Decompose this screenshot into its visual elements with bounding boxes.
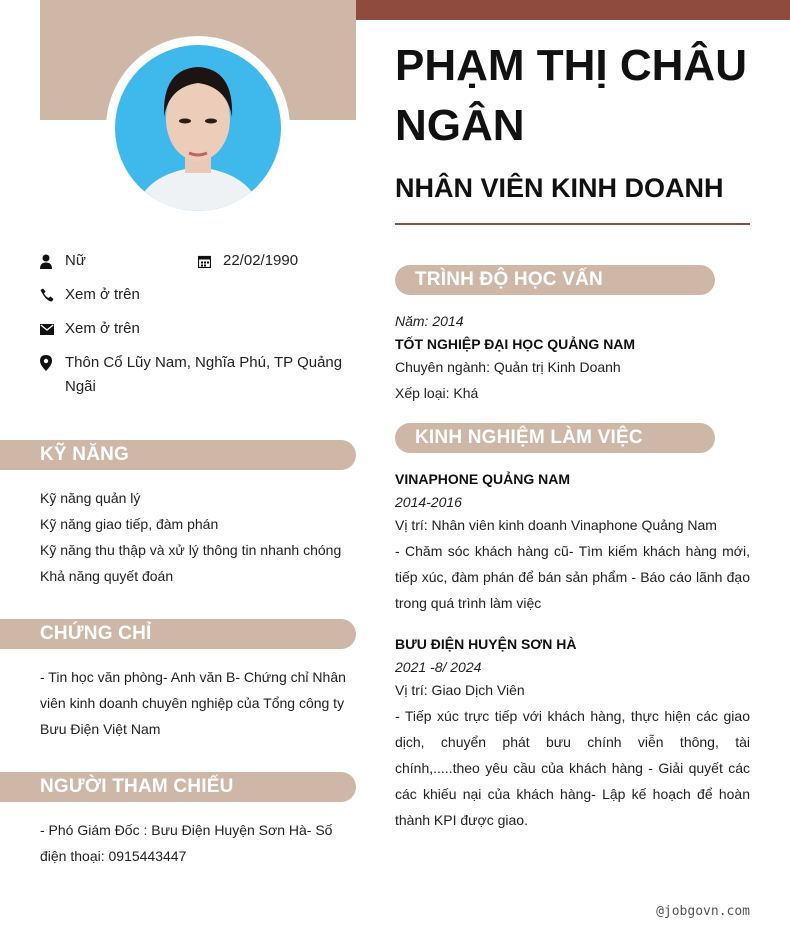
list-item: Kỹ năng giao tiếp, đàm phán [40, 516, 219, 532]
certificates-heading [0, 619, 356, 649]
education-block [395, 308, 750, 406]
profile-photo [115, 45, 281, 211]
certificates-text: - Tin học văn phòng- Anh văn B- Chứng chỉ Nhân viên kinh doanh chuyên nghiệp của Tổng công ty Bưu Điện Việt Nam [40, 669, 346, 737]
email-value: Xem ở trên [65, 320, 140, 337]
gender-value: Nữ [65, 252, 86, 269]
skills-heading-text: KỸ NĂNG [40, 444, 130, 465]
job-position: Vị trí: Giao Dịch Viên [395, 682, 525, 698]
references-heading [0, 772, 356, 802]
job-period: 2021 -8/ 2024 [395, 659, 482, 675]
skills-heading [0, 440, 356, 470]
title-divider [395, 223, 750, 225]
list-item: Khả năng quyết đoán [40, 568, 174, 584]
experience-heading [395, 423, 715, 453]
job-title: NHÂN VIÊN KINH DOANH [395, 173, 724, 203]
top-accent-bar [356, 0, 790, 20]
education-heading-text: TRÌNH ĐỘ HỌC VẤN [415, 269, 603, 290]
job-company: BƯU ĐIỆN HUYỆN SƠN HÀ [395, 636, 577, 652]
phone-row [40, 283, 140, 307]
job-description: - Tiếp xúc trực tiếp với khách hàng, thực hiện các giao dịch, chuyển phát bưu chính viễn thông, tài chính,.....theo yêu cầu của khách hàng - Giải quyết các các khiếu nại của khách hàng- Lập kế hoạch để hoàn thành KPI được giao. [395, 708, 750, 828]
education-year: Năm: 2014 [395, 313, 464, 329]
list-item: Kỹ năng quản lý [40, 490, 141, 506]
job-period: 2014-2016 [395, 494, 462, 510]
calendar-icon [198, 249, 223, 273]
phone-value: Xem ở trên [65, 286, 140, 303]
job-company: VINAPHONE QUẢNG NAM [395, 471, 571, 487]
skills-list [40, 485, 356, 589]
education-school: TỐT NGHIỆP ĐẠI HỌC QUẢNG NAM [395, 336, 636, 352]
email-row [40, 317, 140, 341]
footer-watermark: @jobgovn.com [656, 904, 750, 919]
references-heading-text: NGƯỜI THAM CHIẾU [40, 776, 234, 797]
person-icon [40, 249, 65, 273]
education-heading [395, 265, 715, 295]
avatar [106, 36, 290, 220]
gender-row [40, 249, 86, 273]
references-text: - Phó Giám Đốc : Bưu Điện Huyện Sơn Hà- Số điện thoại: 0915443447 [40, 822, 333, 864]
job-description: - Chăm sóc khách hàng cũ- Tìm kiếm khách hàng mới, tiếp xúc, đàm phán để bán sản phẩm - Báo cáo lãnh đạo trong quá trình làm việc [395, 543, 750, 611]
education-major: Chuyên ngành: Quản trị Kinh Doanh [395, 359, 621, 375]
education-grade: Xếp loại: Khá [395, 385, 479, 401]
candidate-name: PHẠM THỊ CHÂU NGÂN [395, 41, 747, 150]
certificates-heading-text: CHỨNG CHỈ [40, 623, 152, 644]
phone-icon [40, 283, 65, 307]
experience-item [395, 631, 750, 833]
experience-item [395, 466, 750, 616]
envelope-icon [40, 317, 65, 341]
address-value: Thôn Cổ Lũy Nam, Nghĩa Phú, TP Quảng Ngãi [65, 354, 343, 395]
experience-heading-text: KINH NGHIỆM LÀM VIỆC [415, 427, 643, 448]
location-pin-icon [40, 351, 65, 375]
list-item: Kỹ năng thu thập và xử lý thông tin nhanh chóng [40, 542, 342, 558]
job-position: Vị trí: Nhân viên kinh doanh Vinaphone Quảng Nam [395, 517, 717, 533]
birthdate-value: 22/02/1990 [223, 252, 299, 269]
birthdate-row [198, 249, 298, 273]
address-row [40, 351, 356, 399]
